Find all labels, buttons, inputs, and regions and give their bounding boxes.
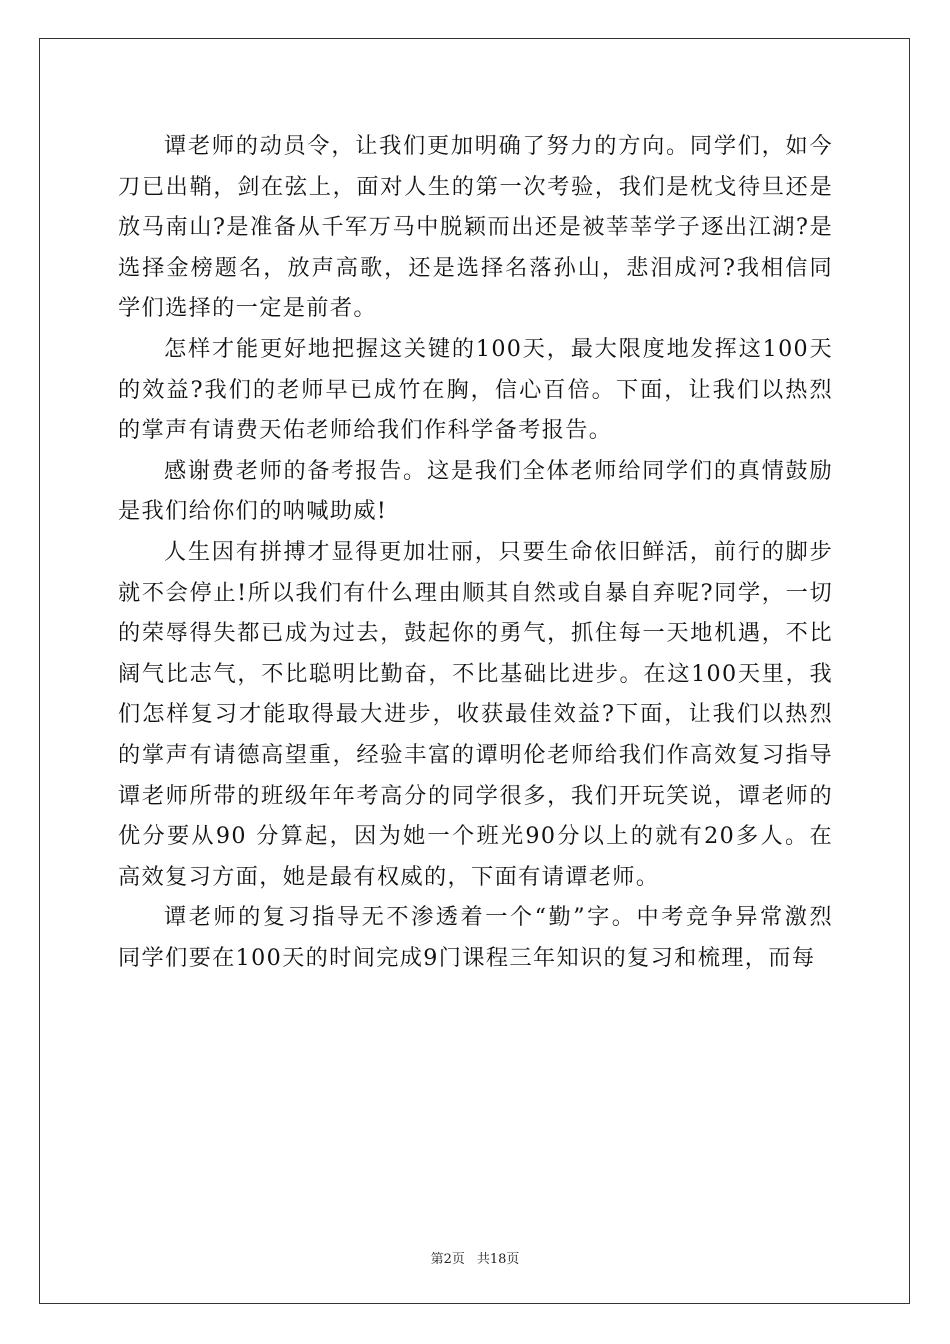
text-line: 的效益?我们的老师早已成竹在胸，信心百倍。下面，让我们以热烈: [118, 376, 833, 403]
page-footer: [0, 1248, 950, 1267]
text-line: 的掌声有请费天佑老师给我们作科学备考报告。: [118, 417, 613, 444]
text-line: 刀已出鞘，剑在弦上，面对人生的第一次考验，我们是枕戈待旦还是: [118, 173, 833, 200]
text-line: 是我们给你们的呐喊助威!: [118, 498, 388, 525]
text-line: 高效复习方面，她是最有权威的，下面有请谭老师。: [118, 863, 660, 890]
text-line: 的掌声有请德高望重，经验丰富的谭明伦老师给我们作高效复习指导: [118, 741, 833, 768]
text-line: 谭老师所带的班级年年考高分的同学很多，我们开玩笑说，谭老师的: [118, 782, 833, 809]
paragraph: [118, 532, 833, 897]
text-line: 怎样才能更好地把握这关键的100天，最大限度地发挥这100天: [164, 335, 833, 362]
page-number: 第2页: [430, 1252, 465, 1267]
paragraph: [118, 897, 833, 978]
text-line: 优分要从90 分算起，因为她一个班光90分以上的就有20多人。在: [118, 823, 833, 850]
text-line: 放马南山?是准备从千军万马中脱颖而出还是被莘莘学子逐出江湖?是: [118, 214, 833, 241]
paragraph: [118, 126, 833, 329]
text-line: 同学们要在100天的时间完成9门课程三年知识的复习和梳理，而每: [118, 944, 816, 971]
text-line: 们怎样复习才能取得最大进步，收获最佳效益?下面，让我们以热烈: [118, 701, 833, 728]
page-total: 共18页: [476, 1252, 520, 1267]
text-line: 选择金榜题名，放声高歌，还是选择名落孙山，悲泪成河?我相信同: [118, 254, 833, 281]
text-line: 阔气比志气，不比聪明比勤奋，不比基础比进步。在这100天里，我: [118, 660, 833, 687]
text-line: 就不会停止!所以我们有什么理由顺其自然或自暴自弃呢?同学，一切: [118, 579, 833, 606]
document-body: [118, 126, 833, 978]
text-line: 谭老师的动员令，让我们更加明确了努力的方向。同学们，如今: [164, 133, 833, 159]
text-line: 人生因有拼搏才显得更加壮丽，只要生命依旧鲜活，前行的脚步: [164, 538, 833, 565]
paragraph: [118, 451, 833, 532]
text-line: 谭老师的复习指导无不渗透着一个“勤”字。中考竞争异常激烈: [164, 904, 833, 931]
text-line: 感谢费老师的备考报告。这是我们全体老师给同学们的真情鼓励: [164, 457, 833, 484]
text-line: 的荣辱得失都已成为过去，鼓起你的勇气，抓住每一天地机遇，不比: [118, 620, 833, 647]
paragraph: [118, 329, 833, 451]
text-line: 学们选择的一定是前者。: [118, 295, 377, 322]
